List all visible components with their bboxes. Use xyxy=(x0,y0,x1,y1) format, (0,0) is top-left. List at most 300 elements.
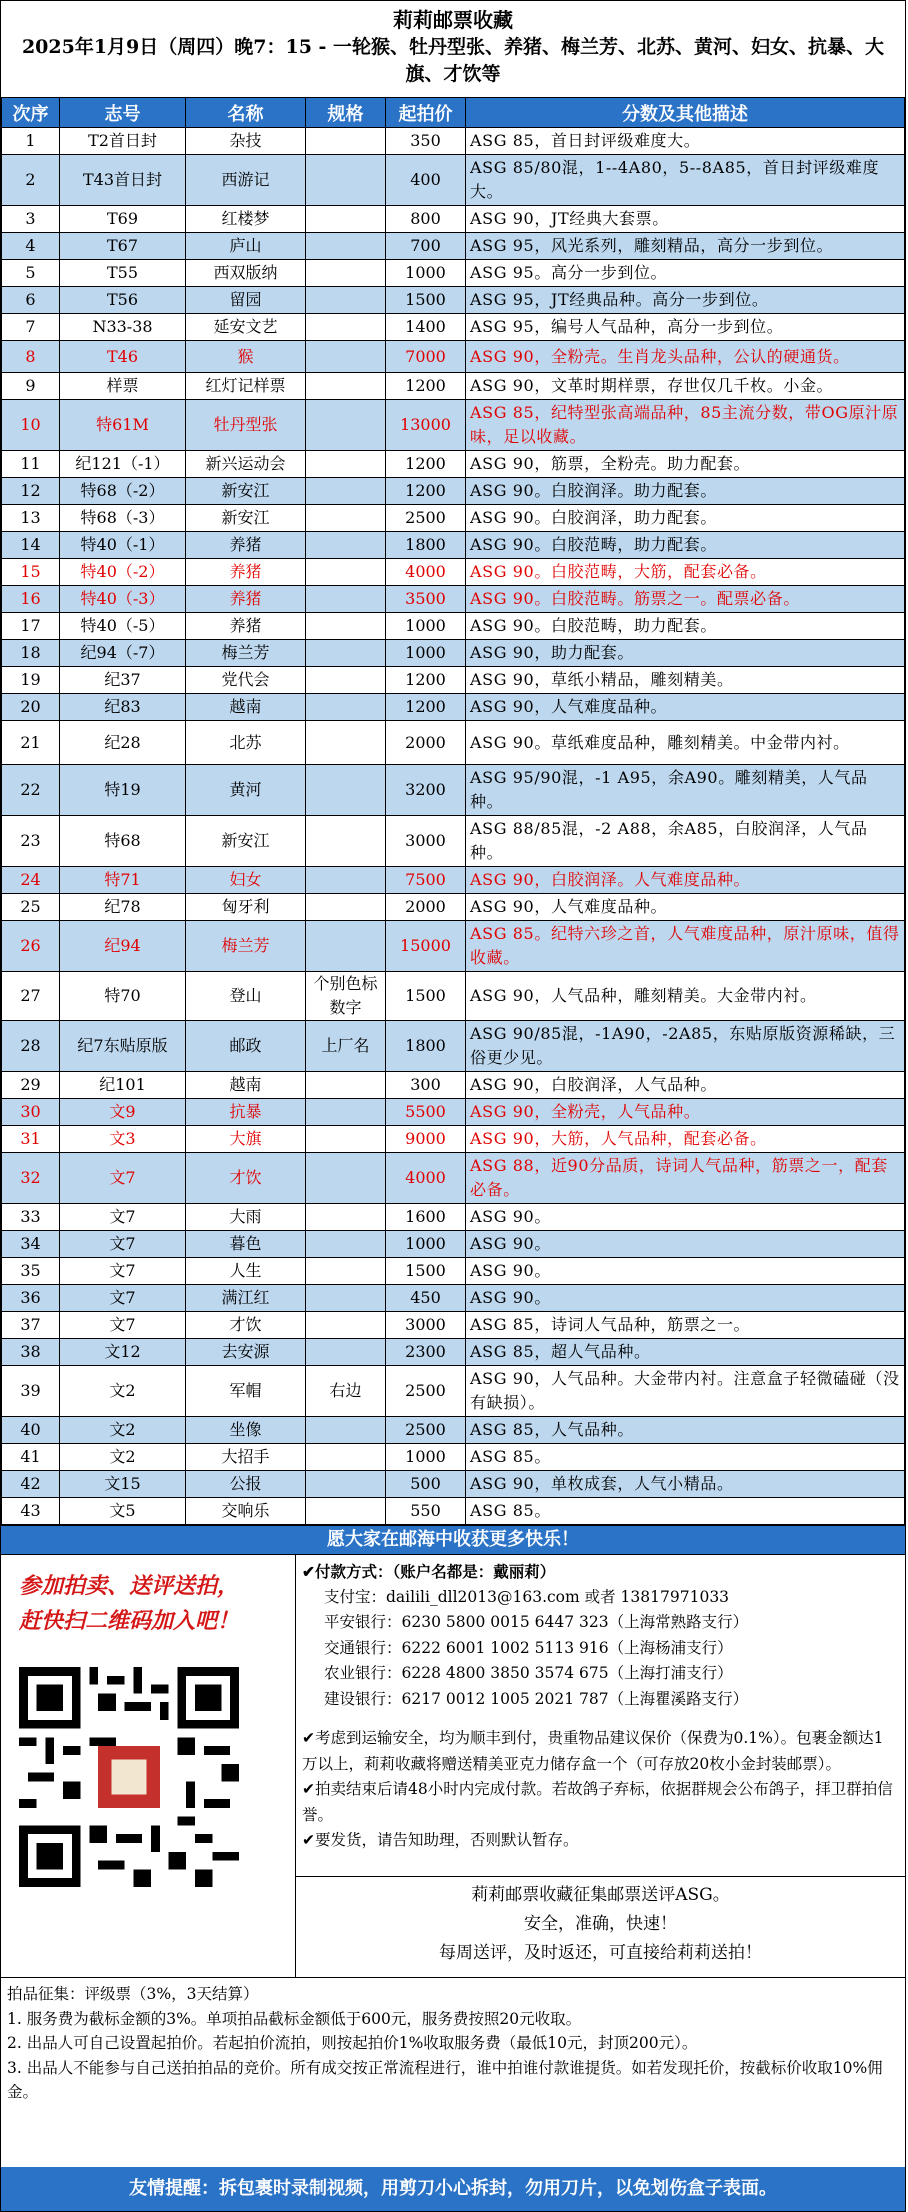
lot-spec xyxy=(306,373,386,400)
lot-name: 军帽 xyxy=(186,1366,306,1417)
lot-start-price: 1000 xyxy=(386,260,466,287)
footer-reminder: 友情提醒：拆包裹时录制视频，用剪刀小心拆封，勿用刀片，以免划伤盒子表面。 xyxy=(1,2167,905,2211)
lot-number: 19 xyxy=(2,667,60,694)
lot-name: 大雨 xyxy=(186,1204,306,1231)
lot-start-price: 1500 xyxy=(386,972,466,1021)
lot-name: 大旗 xyxy=(186,1126,306,1153)
header-name: 名称 xyxy=(186,98,306,128)
lot-code: 文7 xyxy=(60,1231,186,1258)
lot-spec xyxy=(306,1498,386,1525)
lot-name: 西游记 xyxy=(186,155,306,206)
lot-code: 特40（-5） xyxy=(60,613,186,640)
lot-spec xyxy=(306,233,386,260)
lot-number: 15 xyxy=(2,559,60,586)
lot-code: T67 xyxy=(60,233,186,260)
lot-start-price: 3500 xyxy=(386,586,466,613)
lot-code: 文7 xyxy=(60,1312,186,1339)
lot-description: ASG 85。纪特六珍之首，人气难度品种，原汁原味，值得收藏。 xyxy=(466,921,905,972)
promo-section xyxy=(1,1555,905,1978)
lot-code: 特40（-1） xyxy=(60,532,186,559)
lot-spec xyxy=(306,1153,386,1204)
lot-description: ASG 85，人气品种。 xyxy=(466,1417,905,1444)
lot-start-price: 700 xyxy=(386,233,466,260)
lot-number: 2 xyxy=(2,155,60,206)
table-row xyxy=(2,1471,905,1498)
alipay-account: 支付宝：dailili_dll2013@163.com 或者 13817971033 xyxy=(324,1587,730,1606)
lot-number: 6 xyxy=(2,287,60,314)
lot-name: 党代会 xyxy=(186,667,306,694)
header-code: 志号 xyxy=(60,98,186,128)
lot-name: 庐山 xyxy=(186,233,306,260)
lot-code: T43首日封 xyxy=(60,155,186,206)
lot-name: 养猪 xyxy=(186,559,306,586)
lot-number: 12 xyxy=(2,478,60,505)
lot-code: 文7 xyxy=(60,1153,186,1204)
lot-number: 43 xyxy=(2,1498,60,1525)
lot-start-price: 1400 xyxy=(386,314,466,341)
header-price: 起拍价 xyxy=(386,98,466,128)
lot-code: 特40（-2） xyxy=(60,559,186,586)
lot-name: 满江红 xyxy=(186,1285,306,1312)
lot-description: ASG 85，超人气品种。 xyxy=(466,1339,905,1366)
lot-start-price: 1000 xyxy=(386,640,466,667)
table-row xyxy=(2,505,905,532)
lot-code: 特71 xyxy=(60,867,186,894)
lot-number: 40 xyxy=(2,1417,60,1444)
lot-number: 37 xyxy=(2,1312,60,1339)
lot-number: 34 xyxy=(2,1231,60,1258)
lot-start-price: 2000 xyxy=(386,894,466,921)
lot-description: ASG 85。 xyxy=(466,1444,905,1471)
lot-spec xyxy=(306,721,386,765)
lot-code: 特70 xyxy=(60,972,186,1021)
lot-description: ASG 88，近90分品质，诗词人气品种，筋票之一，配套必备。 xyxy=(466,1153,905,1204)
lot-code: 文2 xyxy=(60,1444,186,1471)
lot-start-price: 500 xyxy=(386,1471,466,1498)
table-row xyxy=(2,1099,905,1126)
lot-spec: 右边 xyxy=(306,1366,386,1417)
lot-name: 去安源 xyxy=(186,1339,306,1366)
lot-description: ASG 90，全粉壳。生肖龙头品种，公认的硬通货。 xyxy=(466,341,905,373)
lot-description: ASG 85，纪特型张高端品种，85主流分数，带OG原汁原味，足以收藏。 xyxy=(466,400,905,451)
lot-start-price: 3000 xyxy=(386,816,466,867)
lot-description: ASG 90。白胶范畴，助力配套。 xyxy=(466,613,905,640)
lot-spec xyxy=(306,894,386,921)
lot-spec xyxy=(306,1126,386,1153)
lot-description: ASG 90，JT经典大套票。 xyxy=(466,206,905,233)
lot-description: ASG 90。草纸难度品种，雕刻精美。中金带内衬。 xyxy=(466,721,905,765)
lot-number: 38 xyxy=(2,1339,60,1366)
lot-code: 特68（-3） xyxy=(60,505,186,532)
lot-name: 才饮 xyxy=(186,1312,306,1339)
lot-number: 30 xyxy=(2,1099,60,1126)
lot-number: 17 xyxy=(2,613,60,640)
lot-start-price: 7000 xyxy=(386,341,466,373)
lot-spec xyxy=(306,1417,386,1444)
bank-account-1: 平安银行：6230 5800 0015 6447 323（上海常熟路支行） xyxy=(324,1613,749,1631)
lot-number: 33 xyxy=(2,1204,60,1231)
lot-start-price: 4000 xyxy=(386,1153,466,1204)
table-row xyxy=(2,287,905,314)
table-row xyxy=(2,765,905,816)
table-row xyxy=(2,400,905,451)
lot-start-price: 2500 xyxy=(386,505,466,532)
header-no: 次序 xyxy=(2,98,60,128)
lot-description: ASG 90，大筋，人气品种，配套必备。 xyxy=(466,1126,905,1153)
table-row xyxy=(2,640,905,667)
lot-spec xyxy=(306,400,386,451)
table-row xyxy=(2,894,905,921)
lot-number: 23 xyxy=(2,816,60,867)
lot-name: 大招手 xyxy=(186,1444,306,1471)
header-spec: 规格 xyxy=(306,98,386,128)
table-row xyxy=(2,373,905,400)
table-row xyxy=(2,451,905,478)
lot-code: 文3 xyxy=(60,1126,186,1153)
lot-spec xyxy=(306,816,386,867)
lot-start-price: 1800 xyxy=(386,1021,466,1072)
table-row xyxy=(2,1312,905,1339)
lot-name: 黄河 xyxy=(186,765,306,816)
lot-code: 文7 xyxy=(60,1285,186,1312)
lot-code: 纪78 xyxy=(60,894,186,921)
lot-name: 才饮 xyxy=(186,1153,306,1204)
lot-number: 9 xyxy=(2,373,60,400)
rules-head: 拍品征集：评级票（3%，3天结算） xyxy=(7,1985,259,2003)
table-row xyxy=(2,206,905,233)
table-row xyxy=(2,921,905,972)
lot-number: 11 xyxy=(2,451,60,478)
lot-code: T2首日封 xyxy=(60,128,186,155)
lot-start-price: 1200 xyxy=(386,373,466,400)
lot-code: 文9 xyxy=(60,1099,186,1126)
lot-name: 坐像 xyxy=(186,1417,306,1444)
lot-spec xyxy=(306,128,386,155)
table-row xyxy=(2,1072,905,1099)
lot-number: 20 xyxy=(2,694,60,721)
lot-spec xyxy=(306,532,386,559)
lot-description: ASG 90。 xyxy=(466,1258,905,1285)
payment-deadline-note: ✔拍卖结束后请48小时内完成付款。若故鸽子弃标，依据群规会公布鸽子，拝卫群拍信誉。 xyxy=(302,1780,893,1824)
qr-panel xyxy=(1,1555,296,1977)
lot-number: 29 xyxy=(2,1072,60,1099)
lot-name: 越南 xyxy=(186,1072,306,1099)
table-header xyxy=(2,98,905,128)
lot-name: 交响乐 xyxy=(186,1498,306,1525)
payment-head: ✔付款方式：（账户名都是：戴丽莉） xyxy=(302,1562,556,1581)
lot-description: ASG 90，白胶润泽，人气品种。 xyxy=(466,1072,905,1099)
lot-description: ASG 90，人气品种。大金带内衬。注意盒子轻微磕碰（没有缺损）。 xyxy=(466,1366,905,1417)
lot-name: 猴 xyxy=(186,341,306,373)
lot-spec: 上厂名 xyxy=(306,1021,386,1072)
lot-code: N33-38 xyxy=(60,314,186,341)
lot-code: 特40（-3） xyxy=(60,586,186,613)
lot-start-price: 9000 xyxy=(386,1126,466,1153)
lot-spec xyxy=(306,1258,386,1285)
table-row xyxy=(2,1021,905,1072)
lot-name: 妇女 xyxy=(186,867,306,894)
lot-number: 36 xyxy=(2,1285,60,1312)
lot-description: ASG 85/80混，1--4A80，5--8A85，首日封评级难度大。 xyxy=(466,155,905,206)
lot-code: 纪83 xyxy=(60,694,186,721)
lot-start-price: 2000 xyxy=(386,721,466,765)
table-row xyxy=(2,260,905,287)
table-row xyxy=(2,341,905,373)
lot-start-price: 2500 xyxy=(386,1417,466,1444)
lot-start-price: 1200 xyxy=(386,451,466,478)
lot-name: 留园 xyxy=(186,287,306,314)
lot-name: 西双版纳 xyxy=(186,260,306,287)
title-line2: 2025年1月9日（周四）晚7：15 - 一轮猴、牡丹型张、养猪、梅兰芳、北苏、黄河、妇女、抗暴、大旗、才饮等 xyxy=(21,36,885,85)
lot-number: 1 xyxy=(2,128,60,155)
lot-spec xyxy=(306,451,386,478)
lot-number: 41 xyxy=(2,1444,60,1471)
lot-spec xyxy=(306,260,386,287)
table-row xyxy=(2,667,905,694)
service-line3: 每周送评，及时返还，可直接给莉莉送拍！ xyxy=(439,1943,762,1963)
lot-code: 文7 xyxy=(60,1204,186,1231)
lot-description: ASG 88/85混，-2 A88，余A85，白胶润泽，人气品种。 xyxy=(466,816,905,867)
lot-name: 养猪 xyxy=(186,613,306,640)
lot-description: ASG 90，白胶润泽。人气难度品种。 xyxy=(466,867,905,894)
table-row xyxy=(2,972,905,1021)
lot-description: ASG 90，草纸小精品，雕刻精美。 xyxy=(466,667,905,694)
lot-name: 暮色 xyxy=(186,1231,306,1258)
lot-number: 24 xyxy=(2,867,60,894)
lot-start-price: 350 xyxy=(386,128,466,155)
lot-start-price: 1600 xyxy=(386,1204,466,1231)
lot-spec xyxy=(306,613,386,640)
rule-3: 3. 出品人不能参与自己送拍拍品的竞价。所有成交按正常流程进行，谁中拍谁付款谁提货。如若发现托价，按截标价收取10%佣金。 xyxy=(7,2058,883,2101)
lot-description: ASG 90，单枚成套，人气小精品。 xyxy=(466,1471,905,1498)
table-row xyxy=(2,314,905,341)
lot-number: 18 xyxy=(2,640,60,667)
lot-start-price: 450 xyxy=(386,1285,466,1312)
lot-code: T46 xyxy=(60,341,186,373)
lot-start-price: 1500 xyxy=(386,1258,466,1285)
lot-spec xyxy=(306,1471,386,1498)
table-row xyxy=(2,816,905,867)
table-row xyxy=(2,1285,905,1312)
lot-description: ASG 85，诗词人气品种，筋票之一。 xyxy=(466,1312,905,1339)
lot-number: 42 xyxy=(2,1471,60,1498)
lot-spec xyxy=(306,314,386,341)
lot-description: ASG 90，助力配套。 xyxy=(466,640,905,667)
lot-code: 样票 xyxy=(60,373,186,400)
lot-start-price: 2500 xyxy=(386,1366,466,1417)
lot-description: ASG 90。白胶范畴。筋票之一。配票必备。 xyxy=(466,586,905,613)
grading-service xyxy=(296,1877,905,1968)
lot-description: ASG 90，人气品种，雕刻精美。大金带内衬。 xyxy=(466,972,905,1021)
lot-spec xyxy=(306,341,386,373)
lot-spec xyxy=(306,559,386,586)
delivery-note: ✔要发货，请告知助理，否则默认暂存。 xyxy=(302,1831,579,1849)
table-row xyxy=(2,1153,905,1204)
lot-name: 北苏 xyxy=(186,721,306,765)
lot-name: 养猪 xyxy=(186,532,306,559)
lot-number: 10 xyxy=(2,400,60,451)
lot-number: 13 xyxy=(2,505,60,532)
lot-number: 3 xyxy=(2,206,60,233)
lot-spec xyxy=(306,667,386,694)
lot-start-price: 550 xyxy=(386,1498,466,1525)
lot-number: 32 xyxy=(2,1153,60,1204)
qr-code-icon[interactable] xyxy=(19,1667,239,1887)
table-row xyxy=(2,559,905,586)
lot-number: 16 xyxy=(2,586,60,613)
lot-description: ASG 90。 xyxy=(466,1231,905,1258)
table-row xyxy=(2,867,905,894)
header-desc: 分数及其他描述 xyxy=(466,98,905,128)
lot-spec xyxy=(306,155,386,206)
lot-spec: 个别色标数字 xyxy=(306,972,386,1021)
lot-code: 纪94 xyxy=(60,921,186,972)
lot-spec xyxy=(306,1312,386,1339)
info-panel xyxy=(296,1555,905,1977)
table-row xyxy=(2,155,905,206)
lot-spec xyxy=(306,1099,386,1126)
lot-spec xyxy=(306,287,386,314)
lot-spec xyxy=(306,1285,386,1312)
lot-number: 8 xyxy=(2,341,60,373)
lot-code: T56 xyxy=(60,287,186,314)
lot-code: 纪28 xyxy=(60,721,186,765)
lot-start-price: 13000 xyxy=(386,400,466,451)
table-row xyxy=(2,1258,905,1285)
lot-description: ASG 95/90混，-1 A95，余A90。雕刻精美，人气品种。 xyxy=(466,765,905,816)
lot-number: 4 xyxy=(2,233,60,260)
lot-name: 邮政 xyxy=(186,1021,306,1072)
lot-spec xyxy=(306,586,386,613)
lot-description: ASG 90，文革时期样票，存世仅几千枚。小金。 xyxy=(466,373,905,400)
lot-description: ASG 95。高分一步到位。 xyxy=(466,260,905,287)
lot-description: ASG 95，JT经典品种。高分一步到位。 xyxy=(466,287,905,314)
table-row xyxy=(2,1498,905,1525)
lot-number: 35 xyxy=(2,1258,60,1285)
lot-name: 新兴运动会 xyxy=(186,451,306,478)
table-row xyxy=(2,721,905,765)
lot-name: 越南 xyxy=(186,694,306,721)
lot-code: 文7 xyxy=(60,1258,186,1285)
table-row xyxy=(2,233,905,260)
lot-number: 22 xyxy=(2,765,60,816)
lot-code: 文15 xyxy=(60,1471,186,1498)
consignment-rules xyxy=(1,1978,905,2167)
lot-code: 文12 xyxy=(60,1339,186,1366)
lot-description: ASG 90。白胶范畴，助力配套。 xyxy=(466,532,905,559)
lot-name: 公报 xyxy=(186,1471,306,1498)
lot-spec xyxy=(306,640,386,667)
lot-name: 红灯记样票 xyxy=(186,373,306,400)
rule-2: 2. 出品人可自己设置起拍价。若起拍价流拍，则按起拍价1%收取服务费（最低10元，封顶200元）。 xyxy=(7,2034,698,2052)
lot-start-price: 1200 xyxy=(386,694,466,721)
lot-name: 梅兰芳 xyxy=(186,921,306,972)
lot-code: 纪7东贴原版 xyxy=(60,1021,186,1072)
table-row xyxy=(2,613,905,640)
lot-spec xyxy=(306,478,386,505)
table-row xyxy=(2,1126,905,1153)
lot-name: 人生 xyxy=(186,1258,306,1285)
lot-description: ASG 90，全粉壳，人气品种。 xyxy=(466,1099,905,1126)
lot-code: 特68 xyxy=(60,816,186,867)
lot-start-price: 1800 xyxy=(386,532,466,559)
lot-number: 31 xyxy=(2,1126,60,1153)
lot-number: 14 xyxy=(2,532,60,559)
rule-1: 1. 服务费为截标金额的3%。单项拍品截标金额低于600元，服务费按照20元收取。 xyxy=(7,2009,582,2028)
lot-start-price: 1200 xyxy=(386,478,466,505)
lot-description: ASG 90，人气难度品种。 xyxy=(466,894,905,921)
lot-name: 延安文艺 xyxy=(186,314,306,341)
lot-number: 26 xyxy=(2,921,60,972)
table-row xyxy=(2,1444,905,1471)
lot-spec xyxy=(306,921,386,972)
lot-spec xyxy=(306,1444,386,1471)
title-line1: 莉莉邮票收藏 xyxy=(393,8,513,32)
lot-description: ASG 90。 xyxy=(466,1285,905,1312)
lot-code: 文2 xyxy=(60,1366,186,1417)
lot-start-price: 5500 xyxy=(386,1099,466,1126)
lot-spec xyxy=(306,206,386,233)
lot-name: 匈牙利 xyxy=(186,894,306,921)
lot-code: 纪37 xyxy=(60,667,186,694)
lot-start-price: 3000 xyxy=(386,1312,466,1339)
lot-code: 特19 xyxy=(60,765,186,816)
lot-table xyxy=(1,97,905,1525)
service-line1: 莉莉邮票收藏征集邮票送评ASG。 xyxy=(471,1885,730,1905)
table-row xyxy=(2,532,905,559)
lot-start-price: 3200 xyxy=(386,765,466,816)
lot-name: 牡丹型张 xyxy=(186,400,306,451)
table-row xyxy=(2,1339,905,1366)
table-row xyxy=(2,1366,905,1417)
lot-description: ASG 95，编号人气品种，高分一步到位。 xyxy=(466,314,905,341)
lot-spec xyxy=(306,1204,386,1231)
lot-code: T55 xyxy=(60,260,186,287)
lot-description: ASG 90。白胶润泽。助力配套。 xyxy=(466,478,905,505)
table-row xyxy=(2,586,905,613)
lot-number: 27 xyxy=(2,972,60,1021)
lot-name: 杂技 xyxy=(186,128,306,155)
page-title xyxy=(1,1,905,97)
lot-spec xyxy=(306,1339,386,1366)
lot-name: 新安江 xyxy=(186,478,306,505)
lot-description: ASG 85，首日封评级难度大。 xyxy=(466,128,905,155)
lot-code: 特61M xyxy=(60,400,186,451)
lot-name: 梅兰芳 xyxy=(186,640,306,667)
lot-spec xyxy=(306,1072,386,1099)
table-row xyxy=(2,478,905,505)
lot-start-price: 4000 xyxy=(386,559,466,586)
lot-start-price: 1500 xyxy=(386,287,466,314)
lot-name: 养猪 xyxy=(186,586,306,613)
bank-account-2: 交通银行：6222 6001 1002 5113 916（上海杨浦支行） xyxy=(324,1638,733,1657)
table-row xyxy=(2,1204,905,1231)
lot-code: 纪94（-7） xyxy=(60,640,186,667)
table-row xyxy=(2,1231,905,1258)
lot-number: 28 xyxy=(2,1021,60,1072)
lot-description: ASG 90。白胶润泽，助力配套。 xyxy=(466,505,905,532)
lot-code: 文5 xyxy=(60,1498,186,1525)
promo-line2: 赶快扫二维码加入吧！ xyxy=(19,1608,240,1634)
lot-name: 新安江 xyxy=(186,816,306,867)
lot-name: 抗暴 xyxy=(186,1099,306,1126)
lot-code: 纪121（-1） xyxy=(60,451,186,478)
lot-start-price: 7500 xyxy=(386,867,466,894)
table-row xyxy=(2,128,905,155)
lot-start-price: 800 xyxy=(386,206,466,233)
lot-start-price: 15000 xyxy=(386,921,466,972)
service-line2: 安全，准确，快速！ xyxy=(524,1914,677,1934)
